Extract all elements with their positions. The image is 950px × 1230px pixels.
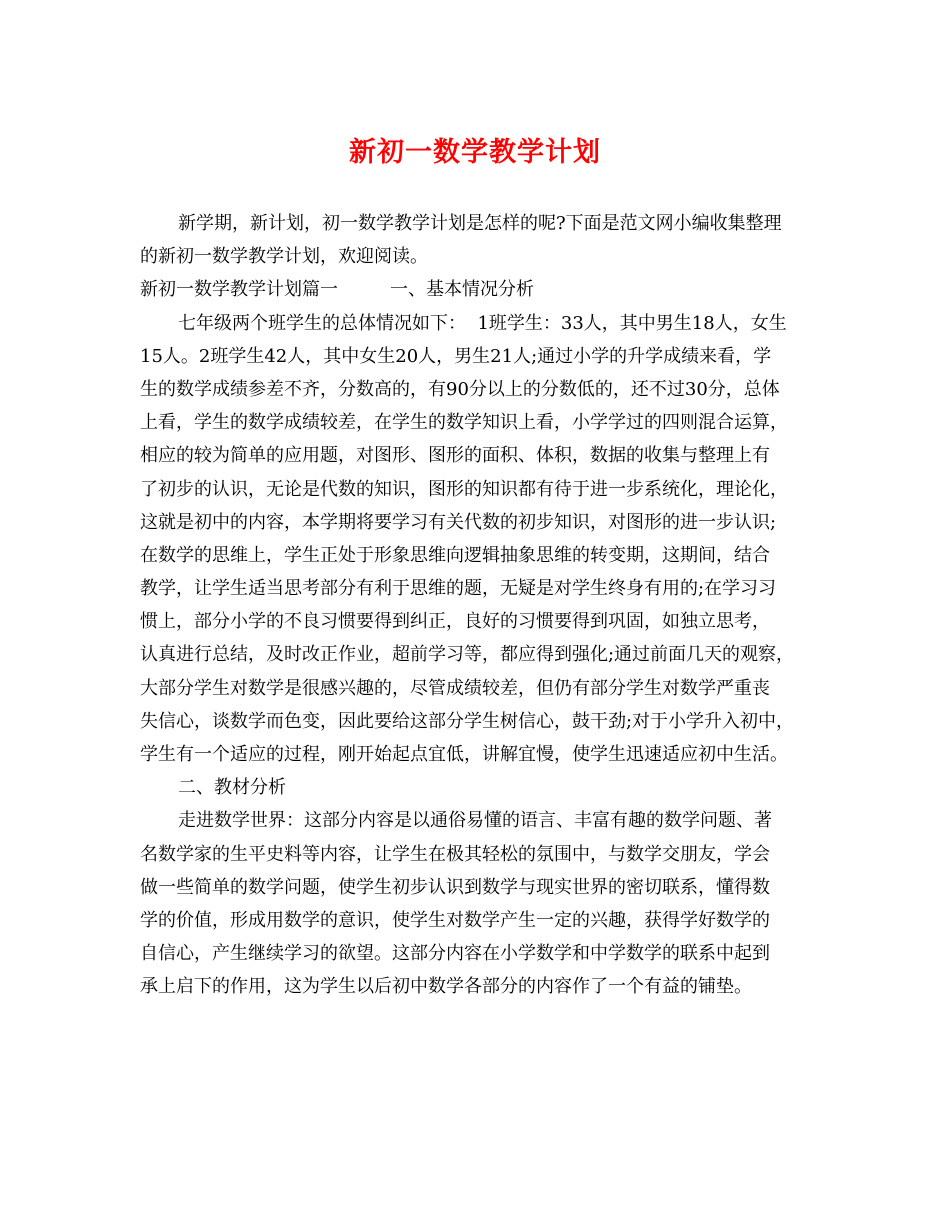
paragraph-line: 新学期，新计划，初一数学教学计划是怎样的呢?下面是范文网小编收集整理	[178, 213, 782, 234]
paragraph-line: 这就是初中的内容，本学期将要学习有关代数的初步知识，对图形的进一步认识;	[140, 511, 777, 533]
paragraph-line: 认真进行总结，及时改正作业，超前学习等，都应得到强化;通过前面几天的观察，	[140, 644, 795, 666]
paragraph-line: 的新初一数学教学计划，欢迎阅读。	[140, 246, 428, 268]
paragraph-line: 相应的较为简单的应用题，对图形、图形的面积、体积，数据的收集与整理上有	[140, 445, 770, 467]
document-body	[140, 207, 812, 1004]
paragraph-line: 生的数学成绩参差不齐，分数高的，有90分以上的分数低的，还不过30分，总体	[140, 378, 780, 400]
paragraph-line: 学生有一个适应的过程，刚开始起点宜低，讲解宜慢，使学生迅速适应初中生活。	[140, 744, 788, 765]
paragraph-line: 15人。2班学生42人，其中女生20人，男生21人;通过小学的升学成绩来看，学	[140, 345, 772, 367]
section-heading: 一、基本情况分析	[390, 279, 534, 301]
paragraph-line: 在数学的思维上，学生正处于形象思维向逻辑抽象思维的转变期，这期间，结合	[140, 544, 770, 566]
article-part-label: 新初一数学教学计划篇一	[140, 279, 338, 301]
section-heading: 二、教材分析	[178, 777, 286, 799]
paragraph-line: 大部分学生对数学是很感兴趣的，尽管成绩较差，但仍有部分学生对数学严重丧	[140, 677, 770, 699]
paragraph-line: 名数学家的生平史料等内容，让学生在极其轻松的氛围中，与数学交朋友，学会	[140, 843, 770, 865]
paragraph-line: 做一些简单的数学问题，使学生初步认识到数学与现实世界的密切联系，懂得数	[140, 876, 770, 898]
paragraph-line: 惯上，部分小学的不良习惯要得到纠正，良好的习惯要得到巩固，如独立思考，	[140, 611, 770, 633]
paragraph-line: 学的价值，形成用数学的意识，使学生对数学产生一定的兴趣，获得学好数学的	[140, 909, 770, 931]
paragraph-line: 了初步的认识，无论是代数的知识，图形的知识都有待于进一步系统化，理论化，	[140, 478, 788, 500]
paragraph-line: 七年级两个班学生的总体情况如下： 1班学生：33人，其中男生18人，女生	[178, 312, 787, 334]
paragraph-line: 失信心，谈数学而色变，因此要给这部分学生树信心，鼓干劲;对于小学升入初中，	[140, 710, 795, 732]
paragraph-line: 教学，让学生适当思考部分有利于思维的题，无疑是对学生终身有用的;在学习习	[140, 578, 777, 600]
document-title: 新初一数学教学计划	[349, 137, 601, 168]
paragraph-line: 走进数学世界：这部分内容是以通俗易懂的语言、丰富有趣的数学问题、著	[178, 810, 772, 832]
paragraph-line: 自信心，产生继续学习的欲望。这部分内容在小学数学和中学数学的联系中起到	[140, 943, 770, 965]
section-heading-line	[140, 273, 812, 306]
paragraph-line: 上看，学生的数学成绩较差，在学生的数学知识上看，小学学过的四则混合运算，	[140, 412, 788, 434]
paragraph-line: 承上启下的作用，这为学生以后初中数学各部分的内容作了一个有益的铺垫。	[140, 976, 752, 998]
